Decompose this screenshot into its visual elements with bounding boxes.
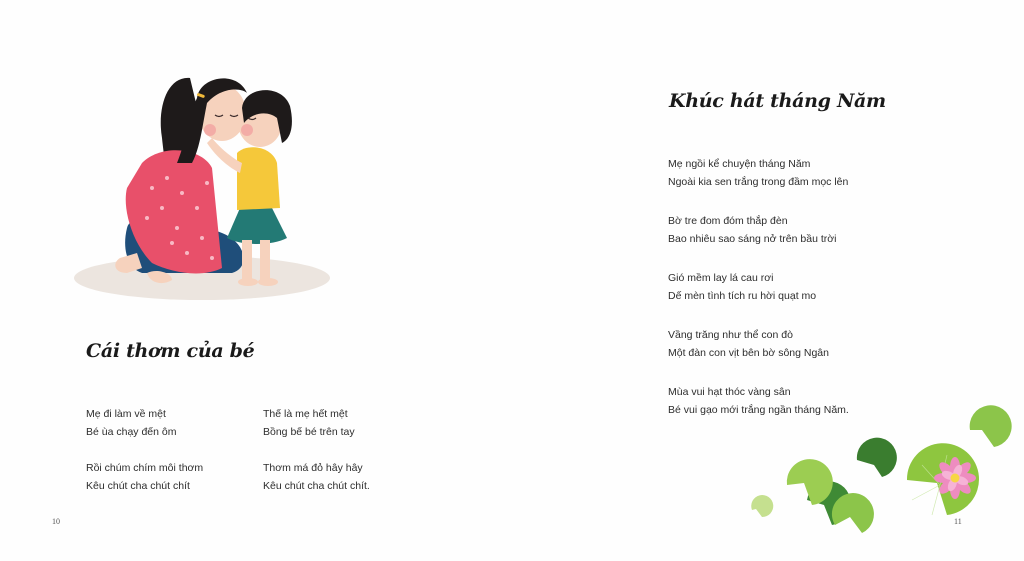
poem-line: Mùa vui hạt thóc vàng sân xyxy=(668,386,791,398)
poem-line: Gió mềm lay lá cau rơi xyxy=(668,272,774,284)
stanza xyxy=(668,326,829,362)
stanza xyxy=(86,405,176,441)
poem-line: Kêu chút cha chút chít. xyxy=(263,480,370,492)
poem-line: Bờ tre đom đóm thắp đèn xyxy=(668,215,788,227)
poem-line: Bồng bế bé trên tay xyxy=(263,426,355,438)
poem-line: Bao nhiêu sao sáng nở trên bầu trời xyxy=(668,233,837,245)
poem-line: Thơm má đỏ hây hây xyxy=(263,462,363,474)
page-number: 11 xyxy=(954,517,962,526)
poem-line: Mẹ ngồi kể chuyện tháng Năm xyxy=(668,158,811,170)
stanza xyxy=(668,269,816,305)
page-number: 10 xyxy=(52,517,60,526)
poem-line: Rồi chúm chím môi thơm xyxy=(86,462,204,474)
lotus-leaves-illustration xyxy=(732,405,1024,550)
poem-line: Kêu chút cha chút chít xyxy=(86,480,190,492)
poem-line: Mẹ đi làm về mệt xyxy=(86,408,166,420)
right-page xyxy=(512,0,1024,561)
poem-line: Bé ùa chạy đến ôm xyxy=(86,426,177,438)
poem-line: Bé vui gạo mới trắng ngần tháng Năm. xyxy=(668,404,849,416)
stanza xyxy=(86,459,203,495)
poem-line: Dế mèn tình tích ru hời quạt mo xyxy=(668,290,817,302)
stanza xyxy=(263,459,370,495)
stanza xyxy=(668,155,848,191)
mother-daughter-illustration xyxy=(72,68,337,308)
poem-title: Cái thơm của bé xyxy=(86,340,255,362)
stanza xyxy=(668,212,836,248)
poem-line: Vầng trăng như thể con đò xyxy=(668,329,793,341)
poem-line: Một đàn con vịt bên bờ sông Ngân xyxy=(668,347,829,359)
poem-title: Khúc hát tháng Năm xyxy=(669,90,886,112)
poem-line: Thế là mẹ hết mệt xyxy=(263,408,348,420)
stanza xyxy=(263,405,355,441)
poem-line: Ngoài kia sen trắng trong đầm mọc lên xyxy=(668,176,849,188)
